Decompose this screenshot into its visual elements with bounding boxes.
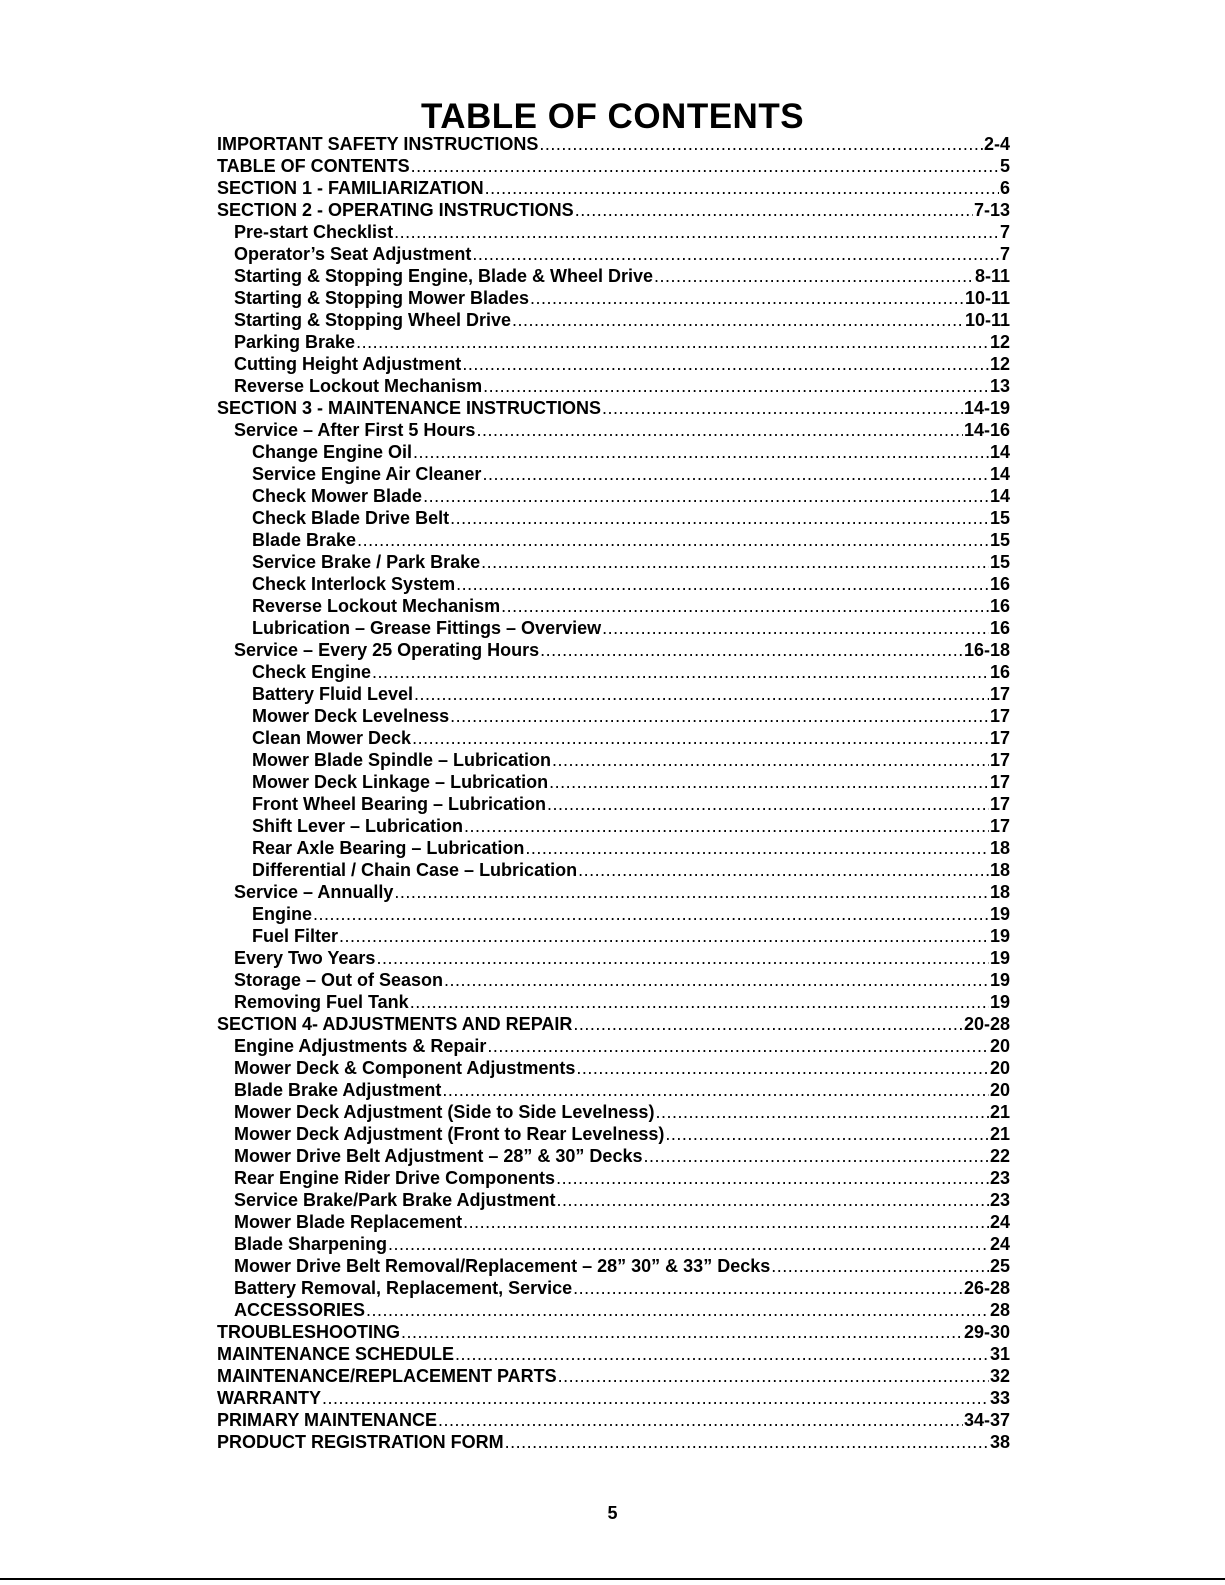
dot-leader: [472, 243, 999, 265]
toc-entry-page: 19: [989, 970, 1010, 990]
toc-entry-label: Rear Axle Bearing – Lubrication: [252, 838, 525, 858]
toc-entry: [217, 947, 1010, 969]
toc-entry: [217, 199, 1010, 221]
toc-entry: [217, 177, 1010, 199]
toc-entry-page: 34-37: [963, 1410, 1010, 1430]
toc-entry-label: ACCESSORIES: [234, 1300, 366, 1320]
dot-leader: [578, 859, 989, 881]
toc-entry-page: 18: [989, 860, 1010, 880]
toc-entry-page: 7: [999, 222, 1010, 242]
dot-leader: [394, 881, 989, 903]
toc-entry-page: 19: [989, 904, 1010, 924]
toc-entry: [217, 661, 1010, 683]
toc-entry: [217, 485, 1010, 507]
dot-leader: [549, 771, 989, 793]
dot-leader: [665, 1123, 989, 1145]
toc-entry: [217, 1035, 1010, 1057]
toc-entry: [217, 705, 1010, 727]
toc-entry-label: Mower Drive Belt Adjustment – 28” & 30” Decks: [234, 1146, 643, 1166]
dot-leader: [356, 331, 989, 353]
toc-entry-page: 17: [989, 728, 1010, 748]
dot-leader: [552, 749, 989, 771]
toc-entry-page: 15: [989, 552, 1010, 572]
dot-leader: [411, 155, 999, 177]
bottom-rule: [0, 1578, 1225, 1580]
toc-entry-page: 25: [989, 1256, 1010, 1276]
toc-entry-label: Service – Annually: [234, 882, 394, 902]
toc-entry-page: 21: [989, 1124, 1010, 1144]
toc-entry: [217, 881, 1010, 903]
toc-entry-label: Mower Blade Replacement: [234, 1212, 463, 1232]
toc-entry-page: 24: [989, 1234, 1010, 1254]
toc-entry-label: Check Engine: [252, 662, 372, 682]
toc-entry-label: Service Engine Air Cleaner: [252, 464, 482, 484]
toc-entry: [217, 287, 1010, 309]
toc-entry-label: SECTION 2 - OPERATING INSTRUCTIONS: [217, 200, 574, 220]
toc-entry-page: 38: [989, 1432, 1010, 1452]
toc-entry: [217, 749, 1010, 771]
toc-entry-label: Clean Mower Deck: [252, 728, 412, 748]
toc-entry: [217, 771, 1010, 793]
toc-entry-page: 32: [989, 1366, 1010, 1386]
toc-entry-label: Removing Fuel Tank: [234, 992, 409, 1012]
toc-entry-page: 17: [989, 750, 1010, 770]
dot-leader: [414, 683, 989, 705]
toc-entry: [217, 551, 1010, 573]
dot-leader: [547, 793, 989, 815]
toc-entry-label: Blade Brake Adjustment: [234, 1080, 442, 1100]
toc-entry-label: Check Mower Blade: [252, 486, 423, 506]
toc-entry-label: IMPORTANT SAFETY INSTRUCTIONS: [217, 134, 539, 154]
toc-entry: [217, 353, 1010, 375]
toc-entry-page: 20: [989, 1058, 1010, 1078]
toc-entry-page: 7: [999, 244, 1010, 264]
toc-entry: [217, 617, 1010, 639]
dot-leader: [388, 1233, 989, 1255]
toc-entry-page: 8-11: [974, 266, 1010, 286]
toc-entry: [217, 1277, 1010, 1299]
toc-entry-label: Starting & Stopping Mower Blades: [234, 288, 530, 308]
toc-entry-page: 17: [989, 794, 1010, 814]
toc-entry: [217, 727, 1010, 749]
dot-leader: [464, 815, 989, 837]
toc-entry-label: Blade Sharpening: [234, 1234, 388, 1254]
toc-entry-label: Front Wheel Bearing – Lubrication: [252, 794, 547, 814]
dot-leader: [505, 1431, 989, 1453]
toc-entry-label: Starting & Stopping Engine, Blade & Wheel Drive: [234, 266, 654, 286]
toc-entry: [217, 815, 1010, 837]
toc-entry: [217, 1387, 1010, 1409]
toc-entry-page: 15: [989, 530, 1010, 550]
toc-entry-page: 2-4: [983, 134, 1010, 154]
toc-entry-page: 10-11: [964, 310, 1010, 330]
dot-leader: [539, 133, 983, 155]
toc-entry: [217, 265, 1010, 287]
toc-entry-label: Reverse Lockout Mechanism: [234, 376, 483, 396]
dot-leader: [655, 1101, 989, 1123]
dot-leader: [525, 837, 989, 859]
toc-entry-page: 20-28: [963, 1014, 1010, 1034]
dot-leader: [483, 375, 989, 397]
toc-entry-label: Parking Brake: [234, 332, 356, 352]
toc-entry-label: SECTION 4- ADJUSTMENTS AND REPAIR: [217, 1014, 573, 1034]
toc-entry: [217, 595, 1010, 617]
dot-leader: [450, 507, 989, 529]
toc-entry-page: 14-19: [963, 398, 1010, 418]
toc-entry-label: Mower Deck Levelness: [252, 706, 450, 726]
toc-entry: [217, 243, 1010, 265]
toc-entry-page: 17: [989, 706, 1010, 726]
dot-leader: [573, 1277, 963, 1299]
dot-leader: [412, 727, 989, 749]
dot-leader: [512, 309, 964, 331]
toc-entry: [217, 925, 1010, 947]
toc-entry-page: 18: [989, 882, 1010, 902]
toc-entry-page: 26-28: [963, 1278, 1010, 1298]
dot-leader: [501, 595, 989, 617]
dot-leader: [376, 947, 989, 969]
toc-entry-label: Fuel Filter: [252, 926, 339, 946]
toc-entry: [217, 133, 1010, 155]
toc-entry: [217, 1321, 1010, 1343]
dot-leader: [771, 1255, 989, 1277]
dot-leader: [602, 397, 963, 419]
toc-entry: [217, 1101, 1010, 1123]
toc-entry-label: Service – Every 25 Operating Hours: [234, 640, 540, 660]
dot-leader: [654, 265, 974, 287]
toc-entry-label: Mower Deck Adjustment (Front to Rear Levelness): [234, 1124, 665, 1144]
dot-leader: [463, 1211, 989, 1233]
toc-entry-label: Every Two Years: [234, 948, 376, 968]
toc-entry: [217, 969, 1010, 991]
dot-leader: [573, 1013, 963, 1035]
toc-entry-label: Operator’s Seat Adjustment: [234, 244, 472, 264]
toc-entry-label: Engine: [252, 904, 313, 924]
toc-entry-page: 19: [989, 948, 1010, 968]
toc-entry-page: 12: [989, 332, 1010, 352]
dot-leader: [602, 617, 989, 639]
toc-entry: [217, 507, 1010, 529]
toc-entry: [217, 1299, 1010, 1321]
toc-entry-label: PRODUCT REGISTRATION FORM: [217, 1432, 504, 1452]
toc-entry-page: 16: [989, 618, 1010, 638]
toc-entry: [217, 683, 1010, 705]
toc-entry-page: 16: [989, 662, 1010, 682]
toc-entry-label: TROUBLESHOOTING: [217, 1322, 400, 1342]
toc-entry: [217, 221, 1010, 243]
toc-entry-page: 31: [989, 1344, 1010, 1364]
toc-entry: [217, 1211, 1010, 1233]
toc-entry-label: MAINTENANCE/REPLACEMENT PARTS: [217, 1366, 557, 1386]
dot-leader: [322, 1387, 989, 1409]
dot-leader: [313, 903, 989, 925]
toc-entry: [217, 155, 1010, 177]
toc-entry-page: 21: [989, 1102, 1010, 1122]
toc-entry: [217, 397, 1010, 419]
toc-entry-label: PRIMARY MAINTENANCE: [217, 1410, 438, 1430]
toc-entry: [217, 1167, 1010, 1189]
toc-entry: [217, 903, 1010, 925]
dot-leader: [476, 419, 963, 441]
toc-entry-label: Mower Blade Spindle – Lubrication: [252, 750, 552, 770]
dot-leader: [372, 661, 989, 683]
toc-entry-page: 13: [989, 376, 1010, 396]
toc-entry-page: 12: [989, 354, 1010, 374]
dot-leader: [438, 1409, 963, 1431]
toc-entry: [217, 573, 1010, 595]
toc-entry: [217, 837, 1010, 859]
toc-entry: [217, 859, 1010, 881]
toc-entry-page: 19: [989, 992, 1010, 1012]
toc-entry: [217, 529, 1010, 551]
dot-leader: [456, 573, 989, 595]
dot-leader: [413, 441, 989, 463]
toc-entry-page: 18: [989, 838, 1010, 858]
toc-entry-label: Mower Deck Adjustment (Side to Side Levelness): [234, 1102, 655, 1122]
toc-entry-label: Shift Lever – Lubrication: [252, 816, 464, 836]
toc-entry-page: 17: [989, 684, 1010, 704]
dot-leader: [394, 221, 999, 243]
toc-entry: [217, 441, 1010, 463]
toc-entry-page: 14: [989, 442, 1010, 462]
dot-leader: [339, 925, 989, 947]
toc-entry: [217, 1079, 1010, 1101]
toc-entry-label: Storage – Out of Season: [234, 970, 444, 990]
toc-entry-label: Pre-start Checklist: [234, 222, 394, 242]
dot-leader: [482, 463, 989, 485]
toc-entry-label: Service – After First 5 Hours: [234, 420, 476, 440]
toc-entry: [217, 419, 1010, 441]
toc-entry-page: 7-13: [973, 200, 1010, 220]
toc-entry-page: 23: [989, 1168, 1010, 1188]
dot-leader: [575, 199, 973, 221]
dot-leader: [558, 1365, 989, 1387]
toc-entry-page: 14: [989, 464, 1010, 484]
toc-entry: [217, 1343, 1010, 1365]
dot-leader: [410, 991, 989, 1013]
dot-leader: [450, 705, 989, 727]
toc-entry-page: 29-30: [963, 1322, 1010, 1342]
toc-entry: [217, 1013, 1010, 1035]
toc-entry: [217, 1145, 1010, 1167]
dot-leader: [444, 969, 989, 991]
page-title: TABLE OF CONTENTS: [420, 97, 805, 137]
dot-leader: [357, 529, 989, 551]
toc-entry: [217, 793, 1010, 815]
toc-entry-label: Blade Brake: [252, 530, 357, 550]
toc-entry: [217, 309, 1010, 331]
dot-leader: [557, 1189, 989, 1211]
toc-entry-label: Check Interlock System: [252, 574, 456, 594]
toc-entry-label: MAINTENANCE SCHEDULE: [217, 1344, 455, 1364]
toc-entry-page: 23: [989, 1190, 1010, 1210]
toc-entry: [217, 991, 1010, 1013]
toc-entry-page: 15: [989, 508, 1010, 528]
dot-leader: [423, 485, 989, 507]
toc-entry-page: 17: [989, 816, 1010, 836]
toc-entry-label: TABLE OF CONTENTS: [217, 156, 410, 176]
toc-entry-page: 33: [989, 1388, 1010, 1408]
toc-entry-label: Rear Engine Rider Drive Components: [234, 1168, 556, 1188]
toc-entry-page: 17: [989, 772, 1010, 792]
toc-entry: [217, 331, 1010, 353]
toc-entry-page: 16-18: [963, 640, 1010, 660]
toc-entry-label: Cutting Height Adjustment: [234, 354, 462, 374]
dot-leader: [487, 1035, 989, 1057]
toc-entry-label: Battery Fluid Level: [252, 684, 414, 704]
toc-entry-label: Change Engine Oil: [252, 442, 413, 462]
dot-leader: [462, 353, 989, 375]
toc-entry-label: Differential / Chain Case – Lubrication: [252, 860, 578, 880]
dot-leader: [485, 177, 999, 199]
dot-leader: [556, 1167, 989, 1189]
toc-entry: [217, 1123, 1010, 1145]
toc-entry: [217, 375, 1010, 397]
dot-leader: [530, 287, 964, 309]
toc-entry-page: 10-11: [964, 288, 1010, 308]
toc-entry-page: 22: [989, 1146, 1010, 1166]
toc-entry-label: Battery Removal, Replacement, Service: [234, 1278, 573, 1298]
toc-entry-label: Starting & Stopping Wheel Drive: [234, 310, 512, 330]
toc-entry: [217, 1365, 1010, 1387]
toc-entry-page: 20: [989, 1080, 1010, 1100]
toc-entry-label: Lubrication – Grease Fittings – Overview: [252, 618, 602, 638]
toc-entry-label: WARRANTY: [217, 1388, 321, 1408]
toc-entry-label: Mower Drive Belt Removal/Replacement – 28” 30” & 33” Decks: [234, 1256, 771, 1276]
toc-entry: [217, 1233, 1010, 1255]
page-number: 5: [607, 1503, 618, 1523]
toc-entry-page: 14-16: [963, 420, 1010, 440]
toc-entry-page: 24: [989, 1212, 1010, 1232]
toc-entry-page: 16: [989, 574, 1010, 594]
toc-entry-label: Mower Deck & Component Adjustments: [234, 1058, 576, 1078]
toc-entry: [217, 1057, 1010, 1079]
toc-entry-page: 5: [999, 156, 1010, 176]
toc-entry-label: Check Blade Drive Belt: [252, 508, 450, 528]
toc-entry: [217, 1255, 1010, 1277]
dot-leader: [401, 1321, 963, 1343]
toc-entry: [217, 1431, 1010, 1453]
toc-entry-label: SECTION 3 - MAINTENANCE INSTRUCTIONS: [217, 398, 602, 418]
toc-entry-label: Engine Adjustments & Repair: [234, 1036, 487, 1056]
toc-entry: [217, 1409, 1010, 1431]
dot-leader: [576, 1057, 989, 1079]
dot-leader: [455, 1343, 989, 1365]
toc-entry-page: 20: [989, 1036, 1010, 1056]
toc-entry-page: 6: [999, 178, 1010, 198]
dot-leader: [481, 551, 989, 573]
table-of-contents: [217, 133, 1010, 1453]
toc-entry-page: 16: [989, 596, 1010, 616]
toc-entry-page: 19: [989, 926, 1010, 946]
toc-entry: [217, 1189, 1010, 1211]
dot-leader: [643, 1145, 988, 1167]
dot-leader: [366, 1299, 989, 1321]
toc-entry-label: Mower Deck Linkage – Lubrication: [252, 772, 549, 792]
toc-entry-label: Service Brake/Park Brake Adjustment: [234, 1190, 556, 1210]
toc-entry: [217, 639, 1010, 661]
toc-entry-label: Reverse Lockout Mechanism: [252, 596, 501, 616]
toc-entry-page: 28: [989, 1300, 1010, 1320]
dot-leader: [540, 639, 963, 661]
dot-leader: [442, 1079, 989, 1101]
toc-entry: [217, 463, 1010, 485]
toc-entry-page: 14: [989, 486, 1010, 506]
toc-entry-label: SECTION 1 - FAMILIARIZATION: [217, 178, 484, 198]
toc-entry-label: Service Brake / Park Brake: [252, 552, 481, 572]
